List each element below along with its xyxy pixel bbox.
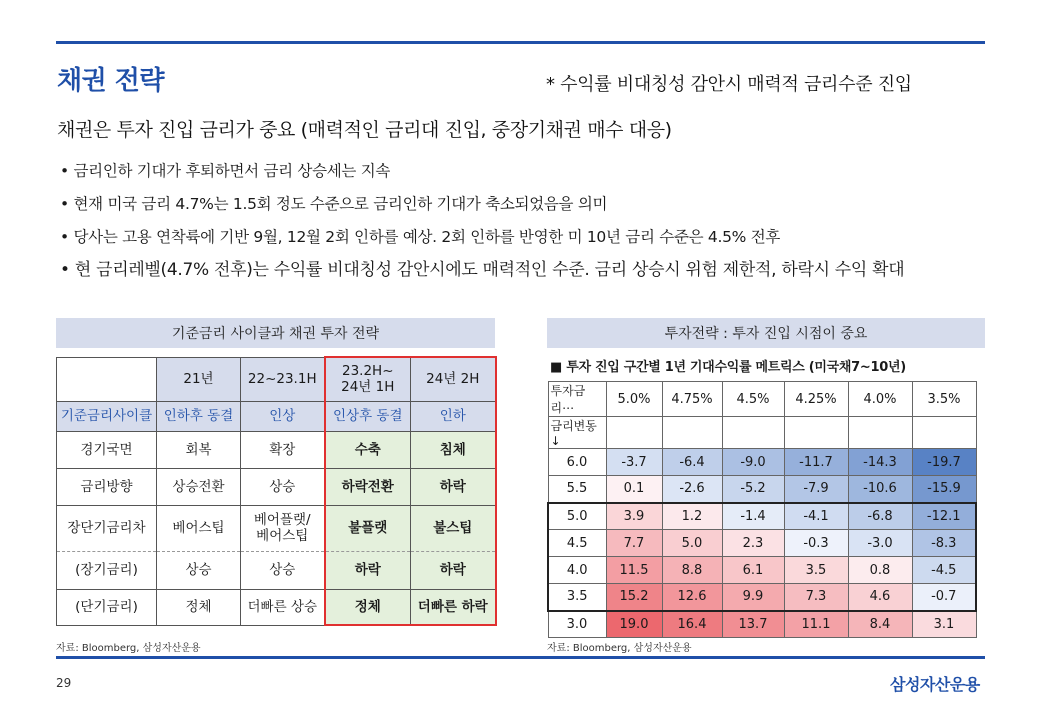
entry-rate-header: 3.5% <box>912 382 976 417</box>
matrix-cell: 12.6 <box>662 584 722 611</box>
matrix-cell: 3.9 <box>606 503 662 530</box>
rate-cycle-table <box>56 356 497 626</box>
table-corner-cell <box>57 357 157 401</box>
table-row <box>57 505 496 551</box>
matrix-cell: -0.3 <box>784 530 848 557</box>
matrix-cell: 3.1 <box>912 611 976 638</box>
rate-level-label: 3.0 <box>548 611 606 638</box>
matrix-cell: -9.0 <box>722 449 784 476</box>
entry-rate-header: 4.5% <box>722 382 784 417</box>
rate-level-label: 3.5 <box>548 584 606 611</box>
table-cell: 불플랫 <box>325 505 411 551</box>
matrix-cell: 7.3 <box>784 584 848 611</box>
matrix-cell: 11.1 <box>784 611 848 638</box>
table-cell: 침체 <box>411 431 496 468</box>
table-cell: 인상후 동결 <box>325 401 411 431</box>
matrix-row <box>548 557 976 584</box>
matrix-row <box>548 584 976 611</box>
matrix-corner-top: 투자금리⋯ <box>548 382 606 417</box>
matrix-row <box>548 530 976 557</box>
table-row <box>57 468 496 505</box>
matrix-row <box>548 449 976 476</box>
matrix-cell: 0.1 <box>606 476 662 503</box>
matrix-cell: -10.6 <box>848 476 912 503</box>
row-label: (장기금리) <box>57 551 157 589</box>
table-cell: 하락 <box>411 468 496 505</box>
table-cell: 정체 <box>325 589 411 625</box>
empty-cell <box>848 417 912 449</box>
table-cell: 베어플랫/ 베어스팁 <box>241 505 325 551</box>
matrix-cell: -12.1 <box>912 503 976 530</box>
entry-rate-header: 4.75% <box>662 382 722 417</box>
matrix-cell: -8.3 <box>912 530 976 557</box>
empty-cell <box>722 417 784 449</box>
matrix-cell: -6.8 <box>848 503 912 530</box>
expected-return-matrix <box>547 381 977 638</box>
matrix-cell: 8.4 <box>848 611 912 638</box>
matrix-cell: -19.7 <box>912 449 976 476</box>
matrix-cell: 3.5 <box>784 557 848 584</box>
top-rule <box>56 41 985 44</box>
matrix-cell: -0.7 <box>912 584 976 611</box>
empty-cell <box>662 417 722 449</box>
rate-level-label: 4.5 <box>548 530 606 557</box>
bottom-rule <box>56 656 985 659</box>
rate-level-label: 5.5 <box>548 476 606 503</box>
page-number: 29 <box>56 676 72 690</box>
brand-logo-text: 삼성자산운용 <box>890 675 980 694</box>
left-panel-heading: 기준금리 사이클과 채권 투자 전략 <box>56 318 495 348</box>
empty-cell <box>606 417 662 449</box>
empty-cell <box>912 417 976 449</box>
table-header-row <box>57 357 496 401</box>
bullet-item: • 현 금리레벨(4.7% 전후)는 수익률 비대칭성 감안시에도 매력적인 수준. 금리 상승시 위험 제한적, 하락시 수익 확대 <box>60 257 990 290</box>
matrix-cell: -4.1 <box>784 503 848 530</box>
matrix-corner-bottom: 금리변동↓ <box>548 417 606 449</box>
table-cell: 상승 <box>241 551 325 589</box>
matrix-cell: 0.8 <box>848 557 912 584</box>
matrix-cell: 16.4 <box>662 611 722 638</box>
bullet-item: • 현재 미국 금리 4.7%는 1.5회 정도 수준으로 금리인하 기대가 축소되었음을 의미 <box>60 191 990 224</box>
matrix-cell: 19.0 <box>606 611 662 638</box>
matrix-cell: 5.0 <box>662 530 722 557</box>
matrix-cell: -11.7 <box>784 449 848 476</box>
matrix-cell: 6.1 <box>722 557 784 584</box>
table-row <box>57 589 496 625</box>
table-cell: 하락전환 <box>325 468 411 505</box>
right-panel-heading: 투자전략 : 투자 진입 시점이 중요 <box>547 318 985 348</box>
table-cell: 하락 <box>325 551 411 589</box>
table-row <box>57 551 496 589</box>
bullet-item: • 금리인하 기대가 후퇴하면서 금리 상승세는 지속 <box>60 158 990 191</box>
bullet-item: • 당사는 고용 연착륙에 기반 9월, 12월 2회 인하를 예상. 2회 인하를 반영한 미 10년 금리 수준은 4.5% 전후 <box>60 224 990 257</box>
matrix-cell: 1.2 <box>662 503 722 530</box>
rate-level-label: 5.0 <box>548 503 606 530</box>
matrix-row <box>548 476 976 503</box>
matrix-title: ■ 투자 진입 구간별 1년 기대수익률 메트릭스 (미국채7~10년) <box>550 360 906 375</box>
empty-cell <box>784 417 848 449</box>
row-label: 장단기금리차 <box>57 505 157 551</box>
matrix-cell: -3.7 <box>606 449 662 476</box>
matrix-row <box>548 503 976 530</box>
table-cell: 더빠른 하락 <box>411 589 496 625</box>
column-header: 21년 <box>157 357 241 401</box>
matrix-cell: 7.7 <box>606 530 662 557</box>
table-cell: 베어스팁 <box>157 505 241 551</box>
rate-level-label: 4.0 <box>548 557 606 584</box>
table-cell: 상승전환 <box>157 468 241 505</box>
entry-rate-header: 4.0% <box>848 382 912 417</box>
matrix-subheader-row <box>548 417 976 449</box>
matrix-cell: 4.6 <box>848 584 912 611</box>
table-cell: 회복 <box>157 431 241 468</box>
row-label: 금리방향 <box>57 468 157 505</box>
row-label: (단기금리) <box>57 589 157 625</box>
bullet-list <box>60 158 990 290</box>
matrix-row <box>548 611 976 638</box>
matrix-cell: -4.5 <box>912 557 976 584</box>
table-cell: 인하 <box>411 401 496 431</box>
matrix-cell: 15.2 <box>606 584 662 611</box>
cycle-row <box>57 401 496 431</box>
matrix-cell: -1.4 <box>722 503 784 530</box>
entry-rate-header: 4.25% <box>784 382 848 417</box>
column-header: 24년 2H <box>411 357 496 401</box>
table-row <box>57 431 496 468</box>
matrix-cell: 9.9 <box>722 584 784 611</box>
column-header: 22~23.1H <box>241 357 325 401</box>
table-cell: 수축 <box>325 431 411 468</box>
matrix-cell: 8.8 <box>662 557 722 584</box>
table-cell: 하락 <box>411 551 496 589</box>
table-cell: 상승 <box>241 468 325 505</box>
matrix-cell: -6.4 <box>662 449 722 476</box>
source-note: 자료: Bloomberg, 삼성자산운용 <box>56 643 201 654</box>
table-cell: 인상 <box>241 401 325 431</box>
row-label: 경기국면 <box>57 431 157 468</box>
table-cell: 불스팁 <box>411 505 496 551</box>
matrix-cell: -3.0 <box>848 530 912 557</box>
matrix-cell: 13.7 <box>722 611 784 638</box>
matrix-cell: -2.6 <box>662 476 722 503</box>
column-header: 23.2H~ 24년 1H <box>325 357 411 401</box>
page-subtitle: 채권은 투자 진입 금리가 중요 (매력적인 금리대 진입, 중장기채권 매수 대응) <box>57 119 672 141</box>
table-cell: 더빠른 상승 <box>241 589 325 625</box>
row-label: 기준금리사이클 <box>57 401 157 431</box>
matrix-cell: -15.9 <box>912 476 976 503</box>
header-note: * 수익률 비대칭성 감안시 매력적 금리수준 진입 <box>546 74 912 95</box>
table-cell: 상승 <box>157 551 241 589</box>
matrix-cell: -5.2 <box>722 476 784 503</box>
matrix-header-row <box>548 382 976 417</box>
matrix-cell: 2.3 <box>722 530 784 557</box>
table-cell: 인하후 동결 <box>157 401 241 431</box>
source-note: 자료: Bloomberg, 삼성자산운용 <box>547 643 692 654</box>
rate-level-label: 6.0 <box>548 449 606 476</box>
matrix-cell: -7.9 <box>784 476 848 503</box>
matrix-cell: -14.3 <box>848 449 912 476</box>
entry-rate-header: 5.0% <box>606 382 662 417</box>
matrix-cell: 11.5 <box>606 557 662 584</box>
page-title: 채권 전략 <box>57 66 165 96</box>
table-cell: 확장 <box>241 431 325 468</box>
table-cell: 정체 <box>157 589 241 625</box>
